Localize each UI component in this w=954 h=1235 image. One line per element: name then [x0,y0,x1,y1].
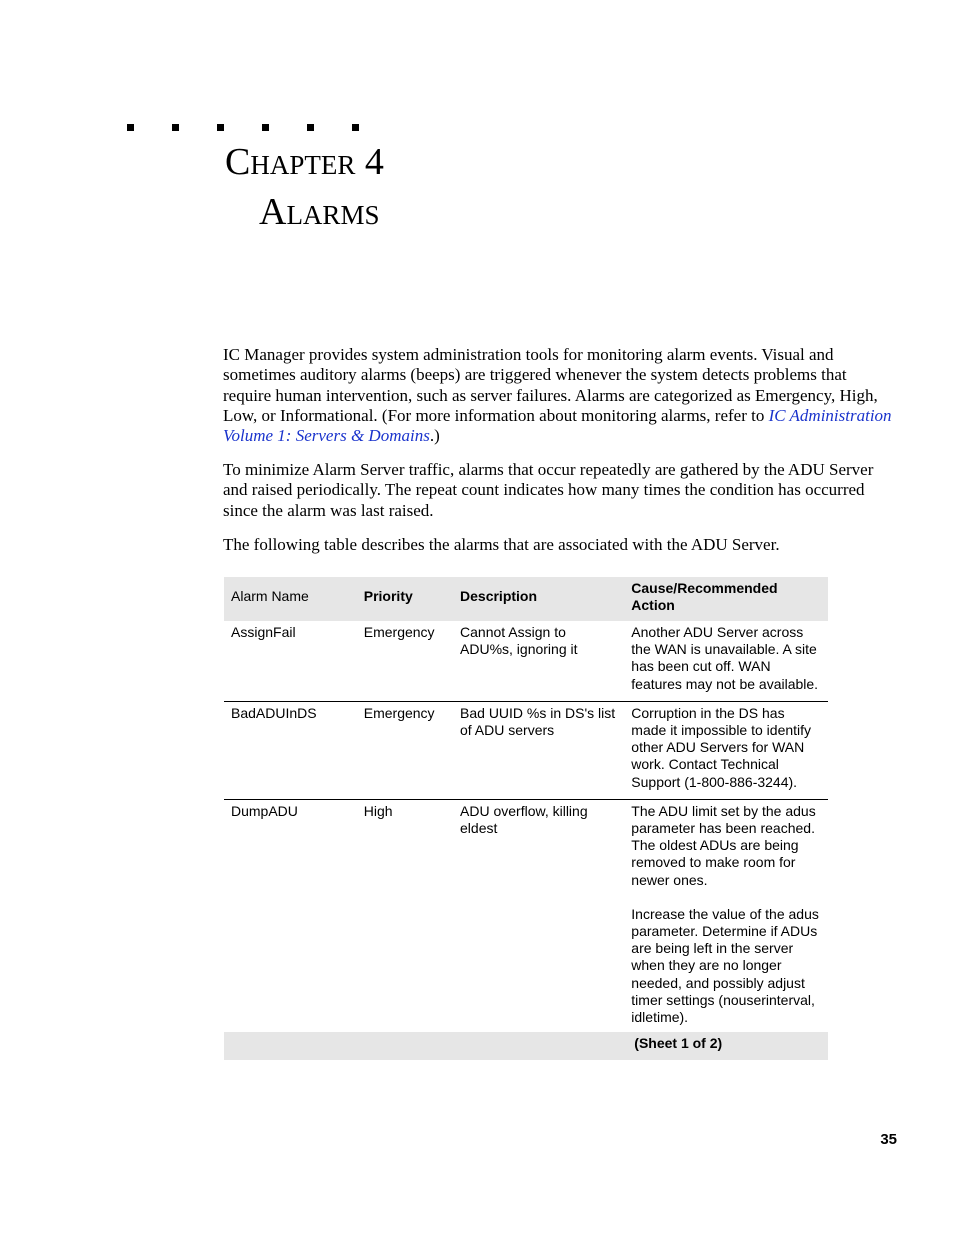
action-cell: Corruption in the DS has made it impossible to identify other ADU Servers for WAN work. Contact Technical Support (1-800-886-3244). [624,701,828,799]
square-bullet-icon [262,124,269,131]
action-cell [624,799,828,1032]
chapter-marker-dots [124,124,364,134]
table-row [224,621,828,701]
square-bullet-icon [307,124,314,131]
admin-volume-link[interactable]: IC Administration Volume 1: Servers & Domains [223,405,892,446]
intro-tail: .) [429,426,440,446]
traffic-paragraph: To minimize Alarm Server traffic, alarms that occur repeatedly are gathered by the ADU Server and raised periodically. The repeat count indicates how many times the condition has occurred since the alarm was last raised. [223,460,874,520]
column-header-description: Description [453,577,624,621]
table-row [224,701,828,799]
square-bullet-icon [172,124,179,131]
chapter-label: Chapter 4 [225,141,384,183]
table-intro-paragraph: The following table describes the alarms that are associated with the ADU Server. [223,535,780,554]
paragraph-gap [631,889,822,906]
intro-text: IC Manager provides system administration tools for monitoring alarm events. Visual and sometimes auditory alarms (beeps) are triggered whenever the system detects problems that require human intervention, such as server failures. Alarms are categorized as Emergency, High, Low, or Informational. (For more information about monitoring alarms, refer to [223,345,878,425]
column-header-cause-action: Cause/Recommended Action [624,577,828,621]
footer-spacer [453,1032,624,1060]
action-text: The ADU limit set by the adus parameter has been reached. The oldest ADUs are being removed to make room for newer ones. [631,802,816,888]
priority-cell: Emergency [357,701,453,799]
sheet-indicator: (Sheet 1 of 2) [624,1032,828,1060]
description-cell: ADU overflow, killing eldest [460,802,588,837]
action-cell: Another ADU Server across the WAN is unavailable. A site has been cut off. WAN features may not be available. [624,621,828,701]
description-cell: Bad UUID %s in DS's list of ADU servers [453,701,624,799]
column-header-alarm-name: Alarm Name [224,577,357,621]
footer-spacer [357,1032,453,1060]
table-row [224,799,828,1032]
alarms-table [224,577,828,1060]
table-footer-row [224,1032,828,1060]
square-bullet-icon [217,124,224,131]
action-text-continued: Increase the value of the adus parameter. Determine if ADUs are being left in the server when they are no longer needed, and possibly adjust timer settings (nouserinterval, idletime). [631,905,819,1026]
chapter-title: Alarms [259,191,380,233]
priority-cell: Emergency [357,621,453,701]
priority-cell: High [363,802,393,819]
square-bullet-icon [127,124,134,131]
page-number: 35 [880,1131,897,1148]
footer-spacer [224,1032,357,1060]
column-header-priority: Priority [357,577,453,621]
alarm-name-cell: BadADUInDS [224,701,357,799]
alarm-name-cell: AssignFail [224,621,357,701]
table-header-row [224,577,828,621]
intro-paragraph [223,345,898,446]
alarm-name-cell: DumpADU [231,802,298,819]
description-cell: Cannot Assign to ADU%s, ignoring it [453,621,624,701]
square-bullet-icon [352,124,359,131]
